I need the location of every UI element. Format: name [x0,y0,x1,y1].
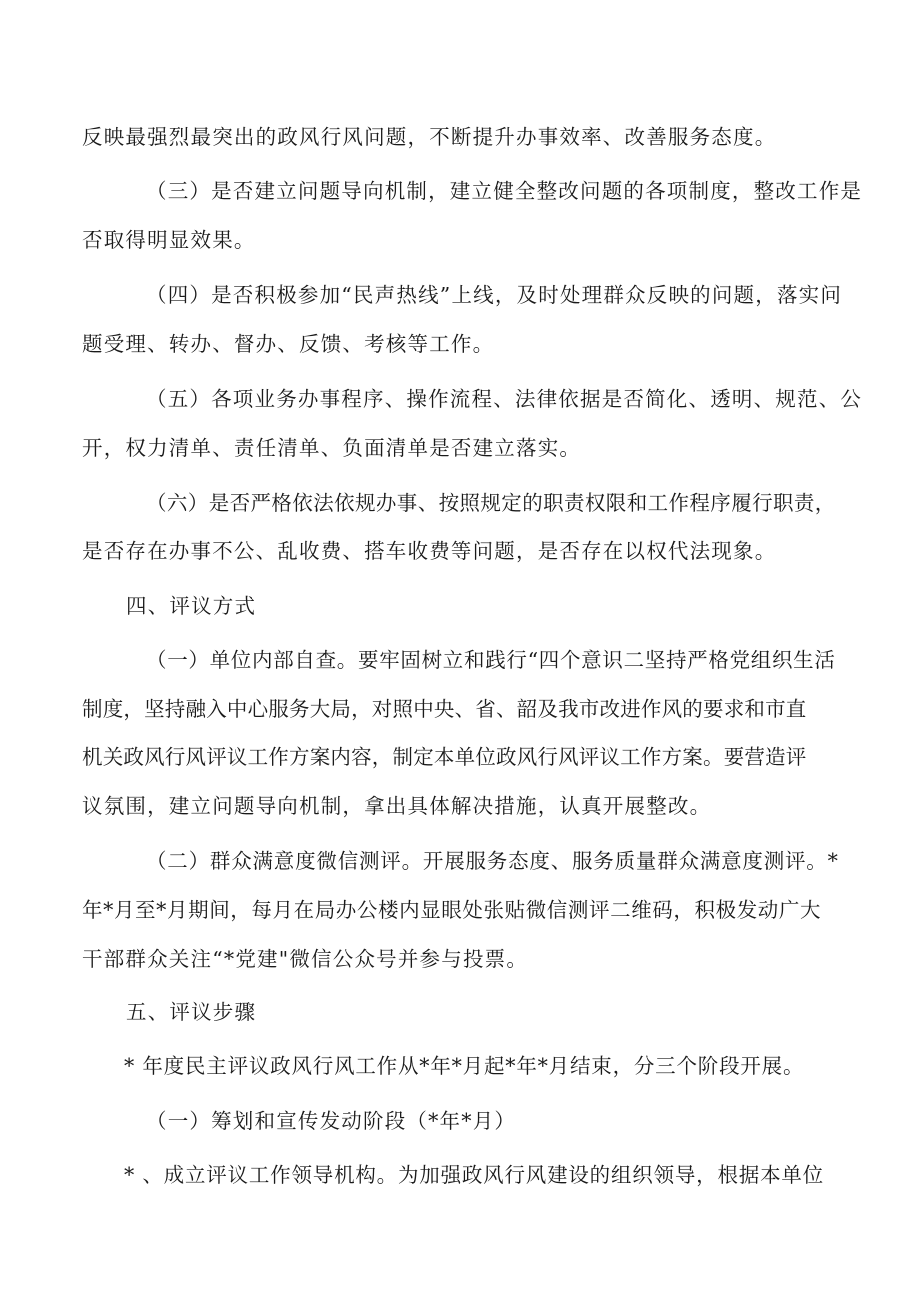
text-line: 干部群众关注“*党建"微信公众号并参与投票。 [82,947,529,971]
text-line: 议氛围，建立问题导向机制，拿出具体解决措施，认真开展整改。 [82,794,712,818]
text-line: （四）是否积极参加“民声热线”上线，及时处理群众反映的问题，落实问 [146,283,843,307]
text-line: 反映最强烈最突出的政风行风问题，不断提升办事效率、改善服务态度。 [82,125,777,149]
subsection-heading: （一）筹划和宣传发动阶段（*年*月） [146,1109,517,1133]
text-line: 制度，坚持融入中心服务大局，对照中央、省、韶及我市改进作风的要求和市直 [82,697,807,721]
text-line: 否取得明显效果。 [82,228,256,252]
text-line: （一）单位内部自查。要牢固树立和践行“四个意识二坚持严格党组织生活 [146,648,836,672]
text-line: * 年度民主评议政风行风工作从*年*月起*年*月结束，分三个阶段开展。 [124,1054,805,1078]
text-line: * 、成立评议工作领导机构。为加强政风行风建设的组织领导，根据本单位 [124,1163,824,1187]
text-line: （五）各项业务办事程序、操作流程、法律依据是否简化、透明、规范、公 [146,387,863,411]
text-line: （六）是否严格依法依规办事、按照规定的职责权限和工作程序履行职责， [146,491,836,515]
text-line: 是否存在办事不公、乱收费、搭车收费等问题，是否存在以权代法现象。 [82,539,777,563]
text-line: 年*月至*月期间，每月在局办公楼内显眼处张贴微信测评二维码，积极发动广大 [82,898,822,922]
text-line: （二）群众满意度微信测评。开展服务态度、服务质量群众满意度测评。* [146,849,839,873]
text-line: 题受理、转办、督办、反馈、考核等工作。 [82,332,495,356]
section-heading: 五、评议步骤 [126,1000,257,1024]
text-line: （三）是否建立问题导向机制，建立健全整改问题的各项制度，整改工作是 [146,179,863,203]
text-line: 开，权力清单、责任清单、负面清单是否建立落实。 [82,436,582,460]
section-heading: 四、评议方式 [126,594,257,618]
text-line: 机关政风行风评议工作方案内容，制定本单位政风行风评议工作方案。要营造评 [82,745,807,769]
